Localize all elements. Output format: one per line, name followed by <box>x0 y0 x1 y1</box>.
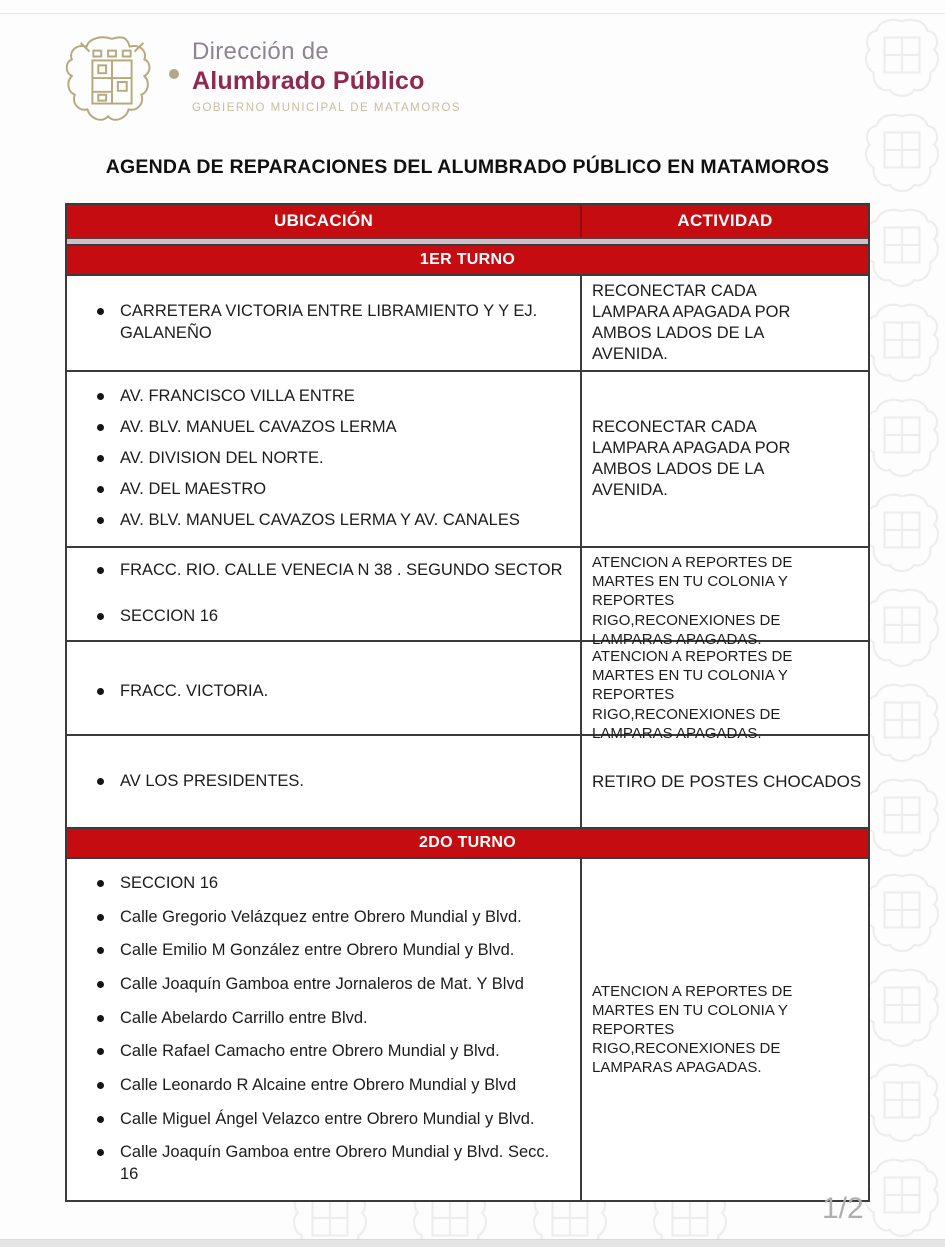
activity-text: ATENCION A REPORTES DE MARTES EN TU COLONIA Y REPORTES RIGO,RECONEXIONES DE LAMPARAS APAGADAS. <box>592 648 793 742</box>
watermark-crest-icon <box>860 681 944 767</box>
activity-text: ATENCION A REPORTES DE MARTES EN TU COLONIA Y REPORTES RIGO,RECONEXIONES DE LAMPARAS APAGADAS. <box>592 554 793 648</box>
actividad-cell <box>582 736 868 827</box>
table-row <box>67 546 868 648</box>
logo-dot-icon <box>169 69 179 79</box>
watermark-crest-icon <box>860 206 944 292</box>
repairs-table <box>65 203 870 1202</box>
bullet-icon <box>97 486 104 493</box>
location-item: AV. BLV. MANUEL CAVAZOS LERMA Y AV. CANALES <box>97 510 574 532</box>
bullet-icon <box>97 880 104 887</box>
ubicacion-cell <box>67 548 582 640</box>
location-item: Calle Joaquín Gamboa entre Jornaleros de Mat. Y Blvd <box>97 974 574 996</box>
table-row <box>67 857 868 1200</box>
page-indicator: 1/2 <box>822 1192 864 1225</box>
location-item: Calle Emilio M González entre Obrero Mundial y Blvd. <box>97 940 574 962</box>
bullet-icon <box>97 1149 104 1156</box>
column-header-ubicacion: UBICACIÓN <box>67 205 582 237</box>
ubicacion-cell <box>67 736 582 827</box>
location-item: FRACC. RIO. CALLE VENECIA N 38 . SEGUNDO SECTOR <box>97 560 574 582</box>
logo-line3: GOBIERNO MUNICIPAL DE MATAMOROS <box>192 102 462 114</box>
logo-text <box>192 33 461 114</box>
bullet-icon <box>97 424 104 431</box>
location-item: Calle Abelardo Carrillo entre Blvd. <box>97 1008 574 1030</box>
table-header-row <box>67 205 868 237</box>
bullet-icon <box>97 1116 104 1123</box>
location-item: AV LOS PRESIDENTES. <box>97 771 574 793</box>
location-item: AV. DEL MAESTRO <box>97 479 574 501</box>
activity-text: RETIRO DE POSTES CHOCADOS <box>592 771 862 791</box>
table-row <box>67 640 868 742</box>
actividad-cell <box>582 859 868 1200</box>
bullet-icon <box>97 308 104 315</box>
location-item: CARRETERA VICTORIA ENTRE LIBRAMIENTO Y Y EJ. GALANEÑO <box>97 301 574 345</box>
bullet-icon <box>97 947 104 954</box>
bullet-icon <box>97 613 104 620</box>
watermark-crest-icon <box>860 1156 944 1242</box>
bullet-icon <box>97 567 104 574</box>
ubicacion-cell <box>67 276 582 370</box>
watermark-crest-icon <box>860 16 944 102</box>
location-item: SECCION 16 <box>97 873 574 895</box>
watermark-crest-icon <box>860 111 944 197</box>
location-item: AV. BLV. MANUEL CAVAZOS LERMA <box>97 417 574 439</box>
table-row <box>67 274 868 370</box>
actividad-cell <box>582 548 868 648</box>
ubicacion-cell <box>67 859 582 1200</box>
bullet-icon <box>97 1082 104 1089</box>
watermark-column <box>860 16 944 1242</box>
watermark-crest-icon <box>860 1061 944 1147</box>
location-item: Calle Leonardo R Alcaine entre Obrero Mundial y Blvd <box>97 1075 574 1097</box>
activity-text: RECONECTAR CADA LAMPARA APAGADA POR AMBOS LADOS DE LA AVENIDA. <box>592 281 791 364</box>
bullet-icon <box>97 393 104 400</box>
watermark-crest-icon <box>860 966 944 1052</box>
watermark-crest-icon <box>860 871 944 957</box>
actividad-cell <box>582 372 868 546</box>
title-row <box>65 156 870 179</box>
watermark-crest-icon <box>860 396 944 482</box>
header-separator <box>67 237 868 244</box>
section-band-1er-turno: 1ER TURNO <box>67 244 868 274</box>
column-header-actividad: ACTIVIDAD <box>677 211 773 230</box>
location-item: AV. FRANCISCO VILLA ENTRE <box>97 386 574 408</box>
bottom-strip <box>0 1239 945 1247</box>
bullet-icon <box>97 455 104 462</box>
bullet-icon <box>97 778 104 785</box>
location-item: Calle Gregorio Velázquez entre Obrero Mundial y Blvd. <box>97 907 574 929</box>
top-hairline <box>0 13 945 14</box>
watermark-crest-icon <box>860 586 944 672</box>
watermark-crest-icon <box>860 491 944 577</box>
matamoros-crest-icon <box>63 33 161 131</box>
actividad-cell <box>582 642 868 742</box>
bullet-icon <box>97 517 104 524</box>
page-title: AGENDA DE REPARACIONES DEL ALUMBRADO PÚBLICO EN MATAMOROS <box>105 156 830 178</box>
activity-text: ATENCION A REPORTES DE MARTES EN TU COLONIA Y REPORTES RIGO,RECONEXIONES DE LAMPARAS APAGADAS. <box>592 982 793 1077</box>
table-row <box>67 370 868 546</box>
location-item: AV. DIVISION DEL NORTE. <box>97 448 574 470</box>
section-band-2do-turno: 2DO TURNO <box>67 827 868 857</box>
actividad-cell <box>582 276 868 370</box>
logo-line1: Dirección de <box>192 38 329 65</box>
watermark-crest-icon <box>860 301 944 387</box>
ubicacion-cell <box>67 642 582 734</box>
activity-text: RECONECTAR CADA LAMPARA APAGADA POR AMBOS LADOS DE LA AVENIDA. <box>592 417 791 500</box>
bullet-icon <box>97 688 104 695</box>
location-item: SECCION 16 <box>97 606 574 628</box>
location-item: Calle Rafael Camacho entre Obrero Mundial y Blvd. <box>97 1041 574 1063</box>
location-item: Calle Joaquín Gamboa entre Obrero Mundial y Blvd. Secc. 16 <box>97 1142 574 1186</box>
location-item: Calle Miguel Ángel Velazco entre Obrero Mundial y Blvd. <box>97 1109 574 1131</box>
location-item: FRACC. VICTORIA. <box>97 681 574 703</box>
watermark-crest-icon <box>860 776 944 862</box>
header-logo <box>63 33 461 131</box>
bullet-icon <box>97 1048 104 1055</box>
table-row <box>67 734 868 827</box>
logo-line2: Alumbrado Público <box>192 67 425 95</box>
bullet-icon <box>97 1015 104 1022</box>
bullet-icon <box>97 914 104 921</box>
bullet-icon <box>97 981 104 988</box>
ubicacion-cell <box>67 372 582 546</box>
